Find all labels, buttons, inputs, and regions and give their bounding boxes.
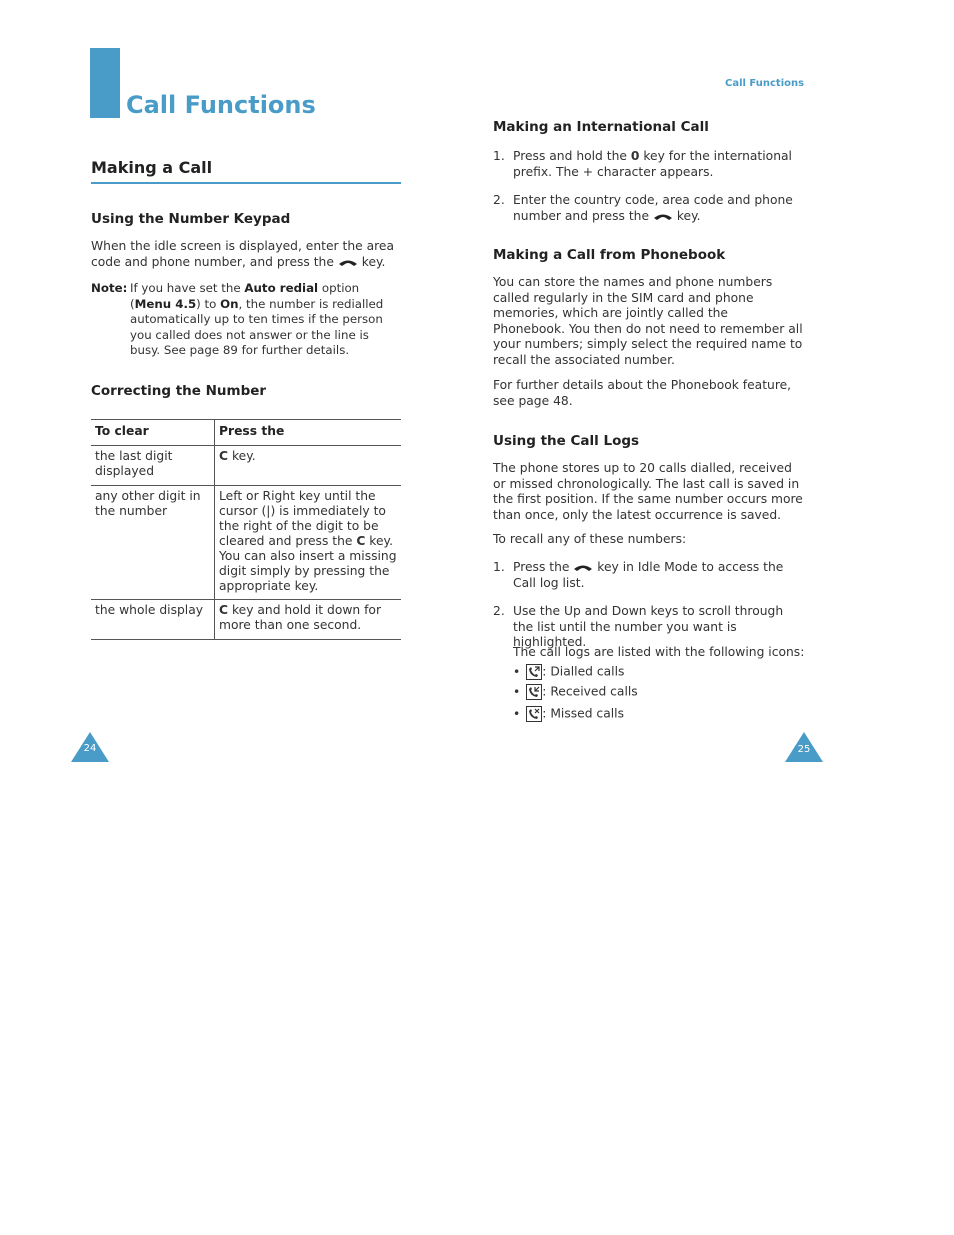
step-number: 1.: [493, 560, 505, 574]
table-row: [91, 486, 401, 600]
bullet: •: [513, 664, 521, 679]
bullet: •: [513, 706, 521, 721]
step-number: 2.: [493, 193, 505, 207]
send-key-icon: [573, 563, 593, 572]
table-cell: any other digit in the number: [91, 486, 215, 600]
international-step-2: Enter the country code, area code and phone number and press the key.: [513, 193, 793, 223]
step-number: 1.: [493, 149, 505, 163]
keypad-heading: Using the Number Keypad: [91, 211, 291, 227]
chapter-title: Call Functions: [126, 91, 316, 119]
table-row: [91, 446, 401, 486]
note-text: If you have set the Auto redial option (Menu 4.5) to On, the number is redialled automatically up to ten times if the person you called does not answer or the line is busy. See page 89 for further details.: [130, 281, 384, 358]
chapter-bar: [90, 48, 120, 118]
correcting-table: [91, 419, 401, 640]
note-label: Note:: [91, 281, 128, 295]
list-item: • : Missed calls: [513, 706, 624, 721]
call-logs-heading: Using the Call Logs: [493, 433, 640, 449]
page-number-right: 25: [797, 744, 811, 755]
running-head: Call Functions: [725, 78, 805, 89]
list-item: • : Received calls: [513, 684, 638, 699]
international-heading: Making an International Call: [493, 119, 709, 135]
section-title: Making a Call: [91, 158, 213, 177]
table-cell: the whole display: [91, 600, 215, 640]
col-header-to-clear: To clear: [91, 420, 215, 446]
step-number: 2.: [493, 604, 505, 618]
keypad-text: When the idle screen is displayed, enter the area code and phone number, and press the key.: [91, 239, 395, 269]
table-cell: Left or Right key until the cursor (|) is immediately to the right of the digit to be cleared and press the C key. You can also insert a missing digit simply by pressing the appropriate key.: [215, 486, 402, 600]
phonebook-heading: Making a Call from Phonebook: [493, 247, 726, 263]
table-header-row: [91, 420, 401, 446]
table-cell: C key.: [215, 446, 402, 486]
note: [91, 281, 398, 359]
international-step-1: Press and hold the 0 key for the international prefix. The + character appears.: [513, 149, 792, 179]
call-logs-step-1: Press the key in Idle Mode to access the Call log list.: [513, 560, 784, 590]
table-row: [91, 600, 401, 640]
list-item: • : Dialled calls: [513, 664, 625, 679]
correcting-heading: Correcting the Number: [91, 383, 267, 399]
dialled-call-icon: [526, 664, 542, 680]
call-logs-step-2: Use the Up and Down keys to scroll through the list until the number you want is highlighted.: [513, 604, 784, 650]
section-rule: [91, 182, 401, 184]
call-logs-para-1: The phone stores up to 20 calls dialled, received or missed chronologically. The last call is saved in the first position. If the same number occurs more than once, only the latest occurrence is saved.: [493, 461, 803, 522]
col-header-press-the: Press the: [215, 420, 402, 446]
send-key-icon: [653, 212, 673, 221]
table-cell: the last digit displayed: [91, 446, 215, 486]
call-logs-icons-intro: The call logs are listed with the following icons:: [513, 645, 805, 659]
missed-call-icon: [526, 706, 542, 722]
phonebook-para-1: You can store the names and phone numbers called regularly in the SIM card and phone memories, which are jointly called the Phonebook. You then do not need to remember all your numbers; simply select the required name to recall the associated number.: [493, 275, 803, 367]
bullet: •: [513, 684, 521, 699]
page-number-left: 24: [83, 743, 97, 754]
received-call-icon: [526, 684, 542, 700]
phonebook-para-2: For further details about the Phonebook feature, see page 48.: [493, 378, 792, 408]
table-cell: C key and hold it down for more than one second.: [215, 600, 402, 640]
call-logs-para-2: To recall any of these numbers:: [493, 532, 687, 546]
send-key-icon: [338, 258, 358, 267]
